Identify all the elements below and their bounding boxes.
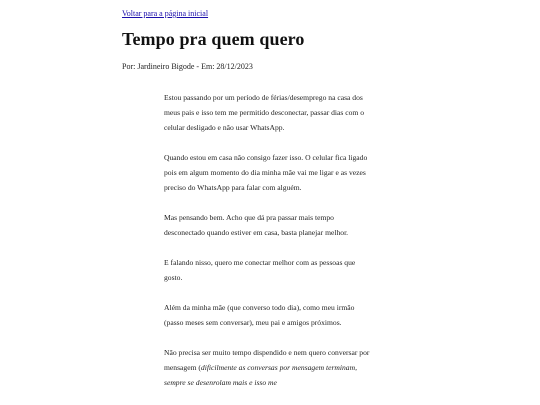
paragraph-italic-text: dificilmente as conversas por mensagem terminam, sempre se desenrolam mais e isso me (164, 363, 357, 387)
back-to-home-link[interactable]: Voltar para a página inicial (122, 9, 209, 18)
paragraph-text: Não precisa ser muito tempo dispendido e nem quero conversar por mensagem ( (164, 348, 370, 372)
paragraph: Estou passando por um período de férias/desemprego na casa dos meus pais e isso tem me permitido desconectar, passar dias com o celular desligado e não usar WhatsApp. (164, 93, 365, 132)
post-title: Tempo pra quem quero (122, 29, 305, 49)
paragraph: Mas pensando bem. Acho que dá pra passar mais tempo desconectado quando estiver em casa, basta planejar melhor. (164, 213, 349, 237)
post-body (164, 90, 374, 405)
post-byline: Por: Jardineiro Bigode - Em: 28/12/2023 (122, 62, 253, 71)
paragraph: Além da minha mãe (que converso todo dia), como meu irmão (passo meses sem conversar), meu pai e amigos próximos. (164, 303, 355, 327)
paragraph: E falando nisso, quero me conectar melhor com as pessoas que gosto. (164, 258, 356, 282)
paragraph (164, 345, 374, 390)
paragraph: Quando estou em casa não consigo fazer isso. O celular fica ligado pois em algum momento do dia minha mãe vai me ligar e as vezes preciso do WhatsApp para falar com alguém. (164, 153, 368, 192)
